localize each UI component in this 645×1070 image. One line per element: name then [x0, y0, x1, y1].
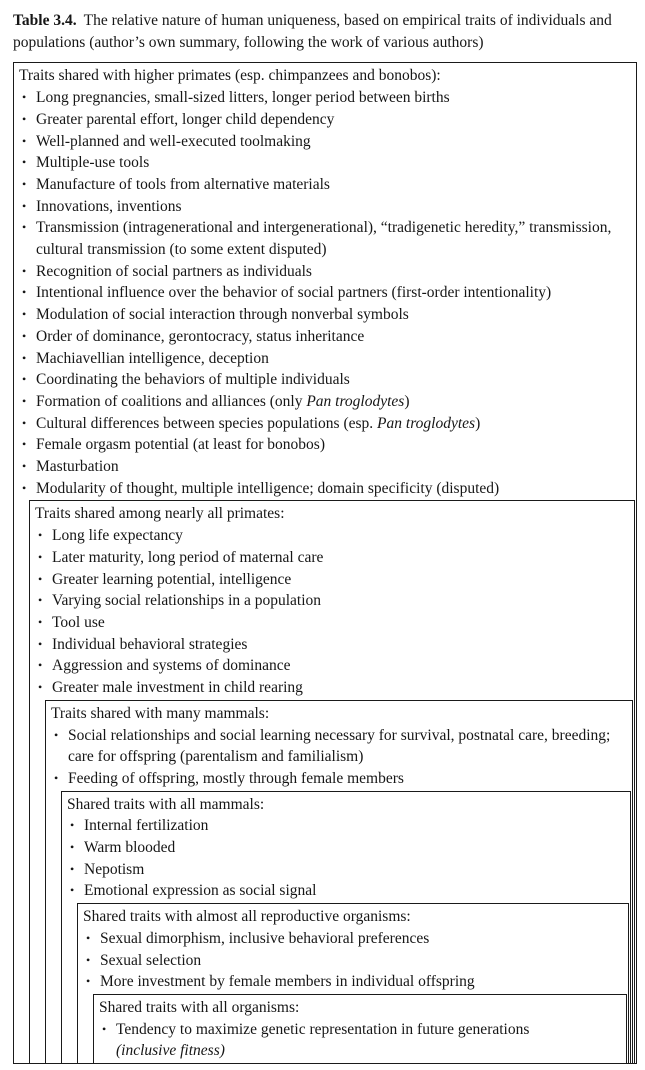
trait-item — [18, 304, 635, 326]
table-caption-text: The relative nature of human uniqueness, based on empirical traits of individuals and populations (author’s own summary, following the work of various authors) — [13, 12, 612, 51]
table-number: Table 3.4. — [13, 12, 77, 29]
bullet-icon: • — [22, 307, 27, 322]
trait-item — [18, 478, 635, 500]
trait-item — [66, 815, 629, 837]
trait-item-text — [36, 261, 635, 283]
text-segment: Multiple-use tools — [36, 154, 150, 172]
trait-item-text — [36, 369, 635, 391]
text-segment: Female orgasm potential (at least for bonobos) — [36, 436, 325, 454]
trait-item-text — [84, 837, 629, 859]
trait-item — [18, 282, 635, 304]
trait-item — [18, 217, 635, 260]
trait-item — [34, 547, 633, 569]
trait-item-text — [36, 131, 635, 153]
trait-box-level-4 — [61, 791, 631, 1064]
bullet-icon: • — [70, 883, 75, 898]
text-segment: Coordinating the behaviors of multiple individuals — [36, 371, 350, 389]
trait-item-text — [36, 348, 635, 370]
text-segment: Aggression and systems of dominance — [52, 657, 291, 675]
trait-item — [34, 569, 633, 591]
trait-item-text — [52, 569, 633, 591]
trait-item-text — [52, 612, 633, 634]
bullet-icon: • — [22, 459, 27, 474]
bullet-icon: • — [22, 437, 27, 452]
trait-item — [50, 768, 631, 790]
text-segment: Emotional expression as social signal — [84, 882, 317, 900]
text-segment: Feeding of offspring, mostly through female members — [68, 769, 404, 787]
trait-item-text — [36, 456, 635, 478]
trait-item — [82, 950, 627, 972]
bullet-icon: • — [86, 930, 91, 945]
text-segment: Sexual dimorphism, inclusive behavioral preferences — [100, 929, 430, 947]
bullet-icon: • — [102, 1021, 107, 1036]
text-segment: Sexual selection — [100, 951, 202, 969]
text-segment: Internal fertilization — [84, 817, 209, 835]
trait-item — [34, 590, 633, 612]
trait-item-text — [84, 880, 629, 902]
trait-item-text — [52, 634, 633, 656]
bullet-icon: • — [70, 861, 75, 876]
trait-item — [18, 196, 635, 218]
bullet-icon: • — [22, 415, 27, 430]
text-segment: Manufacture of tools from alternative materials — [36, 175, 330, 193]
trait-item-text — [52, 655, 633, 677]
trait-item-text — [100, 950, 627, 972]
trait-item-text — [36, 282, 635, 304]
trait-item-text — [84, 859, 629, 881]
text-segment: Tool use — [52, 613, 105, 631]
bullet-icon: • — [22, 111, 27, 126]
trait-box-level-2 — [29, 500, 635, 1064]
table-caption — [13, 10, 637, 53]
text-segment: Recognition of social partners as individuals — [36, 262, 312, 280]
trait-item — [66, 859, 629, 881]
bullet-icon: • — [22, 285, 27, 300]
bullet-icon: • — [38, 614, 43, 629]
trait-item-text — [116, 1019, 625, 1062]
bullet-icon: • — [38, 571, 43, 586]
bullet-icon: • — [22, 328, 27, 343]
bullet-icon: • — [22, 176, 27, 191]
bullet-icon: • — [22, 133, 27, 148]
trait-item — [18, 87, 635, 109]
trait-item-text — [36, 174, 635, 196]
bullet-icon: • — [38, 658, 43, 673]
trait-item-text — [52, 547, 633, 569]
text-segment: Machiavellian intelligence, deception — [36, 349, 269, 367]
text-segment: Nepotism — [84, 860, 145, 878]
bullet-icon: • — [86, 974, 91, 989]
box-heading: Traits shared with many mammals: — [51, 704, 270, 722]
text-segment: Varying social relationships in a population — [52, 592, 322, 610]
bullet-icon: • — [22, 350, 27, 365]
text-segment: Later maturity, long period of maternal care — [52, 548, 324, 566]
bullet-icon: • — [70, 818, 75, 833]
trait-item — [34, 634, 633, 656]
trait-item — [18, 348, 635, 370]
bullet-icon: • — [22, 372, 27, 387]
trait-item — [18, 391, 635, 413]
trait-item-text — [36, 413, 635, 435]
trait-item — [34, 612, 633, 634]
trait-item-text — [36, 326, 635, 348]
text-segment: Order of dominance, gerontocracy, status inheritance — [36, 327, 365, 345]
bullet-icon: • — [38, 528, 43, 543]
trait-item-text — [36, 196, 635, 218]
trait-item — [98, 1019, 625, 1062]
trait-item-text — [36, 217, 635, 260]
trait-item — [50, 725, 631, 768]
text-segment: Social relationships and social learning necessary for survival, postnatal care, breeding; care for offspring (parentalism and familialism) — [68, 726, 611, 766]
text-segment: Greater learning potential, intelligence — [52, 570, 292, 588]
nested-trait-table — [13, 62, 637, 1064]
text-segment: Long life expectancy — [52, 527, 183, 545]
trait-item-text — [52, 677, 633, 699]
trait-item-text — [52, 590, 633, 612]
trait-item-text — [36, 478, 635, 500]
trait-item — [18, 261, 635, 283]
trait-item — [34, 655, 633, 677]
bullet-icon: • — [70, 840, 75, 855]
trait-box-level-3 — [45, 700, 633, 1064]
text-segment: ) — [475, 414, 481, 432]
trait-item — [18, 434, 635, 456]
text-segment: Greater parental effort, longer child dependency — [36, 110, 335, 128]
trait-item — [82, 928, 627, 950]
bullet-icon: • — [54, 770, 59, 785]
text-segment: Individual behavioral strategies — [52, 635, 248, 653]
bullet-icon: • — [22, 155, 27, 170]
bullet-icon: • — [22, 220, 27, 235]
box-heading: Traits shared among nearly all primates: — [35, 505, 285, 523]
trait-item — [66, 837, 629, 859]
trait-item — [18, 131, 635, 153]
text-segment-italic: Pan troglodytes — [377, 414, 476, 432]
trait-box-level-1 — [13, 62, 637, 1064]
trait-item — [34, 677, 633, 699]
trait-item — [18, 174, 635, 196]
trait-item — [18, 369, 635, 391]
trait-item-text — [68, 725, 631, 768]
trait-item — [18, 456, 635, 478]
trait-item-text — [36, 152, 635, 174]
trait-item-text — [36, 434, 635, 456]
text-segment-italic: Pan troglodytes — [306, 392, 405, 410]
text-segment: Innovations, inventions — [36, 197, 182, 215]
bullet-icon: • — [86, 952, 91, 967]
trait-item-text — [36, 87, 635, 109]
bullet-icon: • — [22, 198, 27, 213]
text-segment: Greater male investment in child rearing — [52, 679, 303, 697]
trait-box-level-5 — [77, 903, 629, 1064]
trait-item-text — [68, 768, 631, 790]
text-segment: Modularity of thought, multiple intelligence; domain specificity (disputed) — [36, 479, 500, 497]
text-segment: ) — [404, 392, 410, 410]
text-segment-italic: (inclusive fitness) — [116, 1042, 225, 1060]
text-segment: Tendency to maximize genetic representation in future generations — [116, 1020, 530, 1038]
bullet-icon: • — [54, 727, 59, 742]
trait-item-text — [36, 109, 635, 131]
trait-item — [82, 971, 627, 993]
bullet-icon: • — [38, 593, 43, 608]
trait-item-text — [52, 525, 633, 547]
text-segment: Masturbation — [36, 458, 119, 476]
bullet-icon: • — [22, 90, 27, 105]
trait-item — [66, 880, 629, 902]
box-heading: Shared traits with all organisms: — [99, 998, 300, 1016]
trait-item — [18, 413, 635, 435]
box-heading: Shared traits with all mammals: — [67, 795, 265, 813]
bullet-icon: • — [38, 636, 43, 651]
trait-item — [34, 525, 633, 547]
text-segment: Formation of coalitions and alliances (only — [36, 392, 307, 410]
text-segment: Intentional influence over the behavior of social partners (first-order intentionality) — [36, 284, 552, 302]
bullet-icon: • — [22, 393, 27, 408]
box-heading: Shared traits with almost all reproductive organisms: — [83, 908, 411, 926]
trait-item — [18, 109, 635, 131]
trait-item-text — [100, 971, 627, 993]
trait-item — [18, 152, 635, 174]
trait-box-level-6 — [93, 994, 627, 1064]
text-segment: Cultural differences between species populations (esp. — [36, 414, 378, 432]
trait-item-text — [36, 391, 635, 413]
text-segment: Modulation of social interaction through nonverbal symbols — [36, 306, 409, 324]
text-segment: Warm blooded — [84, 839, 176, 857]
trait-item-text — [36, 304, 635, 326]
bullet-icon: • — [22, 480, 27, 495]
trait-item-text — [100, 928, 627, 950]
trait-item — [18, 326, 635, 348]
bullet-icon: • — [22, 263, 27, 278]
text-segment: Well-planned and well-executed toolmaking — [36, 132, 311, 150]
text-segment: Long pregnancies, small-sized litters, longer period between births — [36, 89, 450, 107]
text-segment: Transmission (intragenerational and intergenerational), “tradigenetic heredity,” transmission, cultural transmission (to some extent disputed) — [36, 219, 612, 259]
box-heading: Traits shared with higher primates (esp. chimpanzees and bonobos): — [19, 67, 441, 85]
bullet-icon: • — [38, 549, 43, 564]
trait-item-text — [84, 815, 629, 837]
text-segment: More investment by female members in individual offspring — [100, 973, 475, 991]
bullet-icon: • — [38, 680, 43, 695]
